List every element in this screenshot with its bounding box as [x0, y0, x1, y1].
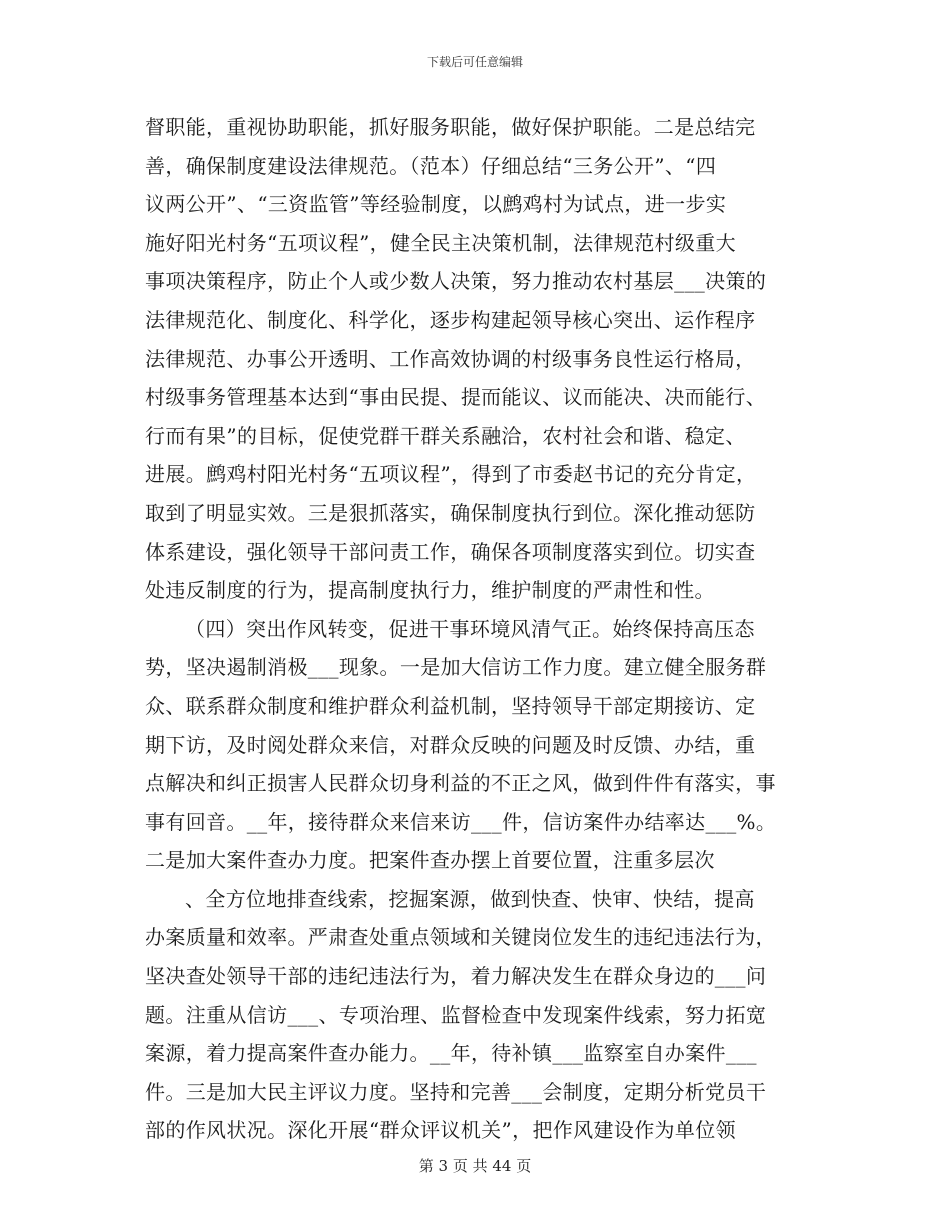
text-line: 部的作风状况。深化开展“群众评议机关”，把作风建设作为单位领 — [145, 1118, 736, 1143]
text-line: 事有回音。__年，接待群众来信来访___件，信访案件办结率达___%。 — [145, 809, 777, 834]
text-line: 办案质量和效率。严肃查处重点领域和关键岗位发生的违纪违法行为， — [145, 925, 776, 950]
document-body — [145, 108, 805, 1150]
page-header-note: 下载后可任意编辑 — [426, 55, 523, 69]
text-line: 行而有果”的目标，促使党群干群关系融洽，农村社会和谐、稳定、 — [145, 423, 746, 448]
text-line: 点解决和纠正损害人民群众切身利益的不正之风，做到件件有落实，事 — [145, 771, 776, 796]
text-line: 二是加大案件查办力度。把案件查办摆上首要位置，注重多层次 — [145, 848, 715, 873]
text-line: 督职能，重视协助职能，抓好服务职能，做好保护职能。二是总结完 — [145, 115, 756, 139]
text-line: 、全方位地排查线索，挖掘案源，做到快查、快审、快结，提高 — [185, 886, 755, 911]
text-line: 件。三是加大民主评议力度。坚持和完善___会制度，定期分析党员干 — [145, 1079, 767, 1104]
text-line: 期下访，及时阅处群众来信，对群众反映的问题及时反馈、办结，重 — [145, 732, 756, 757]
text-line: 案源，着力提高案件查办能力。__年，待补镇___监察室自办案件___ — [145, 1041, 757, 1066]
text-line: 取到了明显实效。三是狠抓落实，确保制度执行到位。深化推动惩防 — [145, 500, 756, 525]
text-line: 法律规范化、制度化、科学化，逐步构建起领导核心突出、运作程序 — [145, 307, 756, 332]
text-line: 议两公开”、“三资监管”等经验制度，以鹧鸡村为试点，进一步实 — [145, 192, 727, 217]
text-line: 法律规范、办事公开透明、工作高效协调的村级事务良性运行格局， — [145, 346, 756, 371]
page-number: 第 3 页 共 44 页 — [418, 1157, 532, 1175]
paragraph-heading-line: （四）突出作风转变，促进干事环境风清气正。始终保持高压态 — [185, 616, 755, 641]
text-line: 村级事务管理基本达到“事由民提、提而能议、议而能决、决而能行、 — [145, 385, 767, 410]
text-line: 事项决策程序，防止个人或少数人决策，努力推动农村基层___决策的 — [145, 269, 767, 294]
text-line: 体系建设，强化领导干部问责工作，确保各项制度落实到位。切实查 — [145, 539, 756, 564]
text-line: 众、联系群众制度和维护群众利益机制，坚持领导干部定期接访、定 — [145, 693, 756, 718]
text-line: 坚决查处领导干部的违纪违法行为，着力解决发生在群众身边的___问 — [145, 964, 767, 989]
text-line: 势，坚决遏制消极___现象。一是加大信访工作力度。建立健全服务群 — [145, 655, 767, 680]
text-line: 题。注重从信访___、专项治理、监督检查中发现案件线索，努力拓宽 — [145, 1002, 767, 1027]
text-line: 处违反制度的行为，提高制度执行力，维护制度的严肃性和性。 — [145, 578, 715, 603]
text-line: 进展。鹧鸡村阳光村务“五项议程”，得到了市委赵书记的充分肯定， — [145, 462, 757, 487]
text-line: 施好阳光村务“五项议程”，健全民主决策机制，法律规范村级重大 — [145, 230, 736, 255]
text-line: 善，确保制度建设法律规范。（范本）仔细总结“三务公开”、“四 — [145, 153, 717, 178]
